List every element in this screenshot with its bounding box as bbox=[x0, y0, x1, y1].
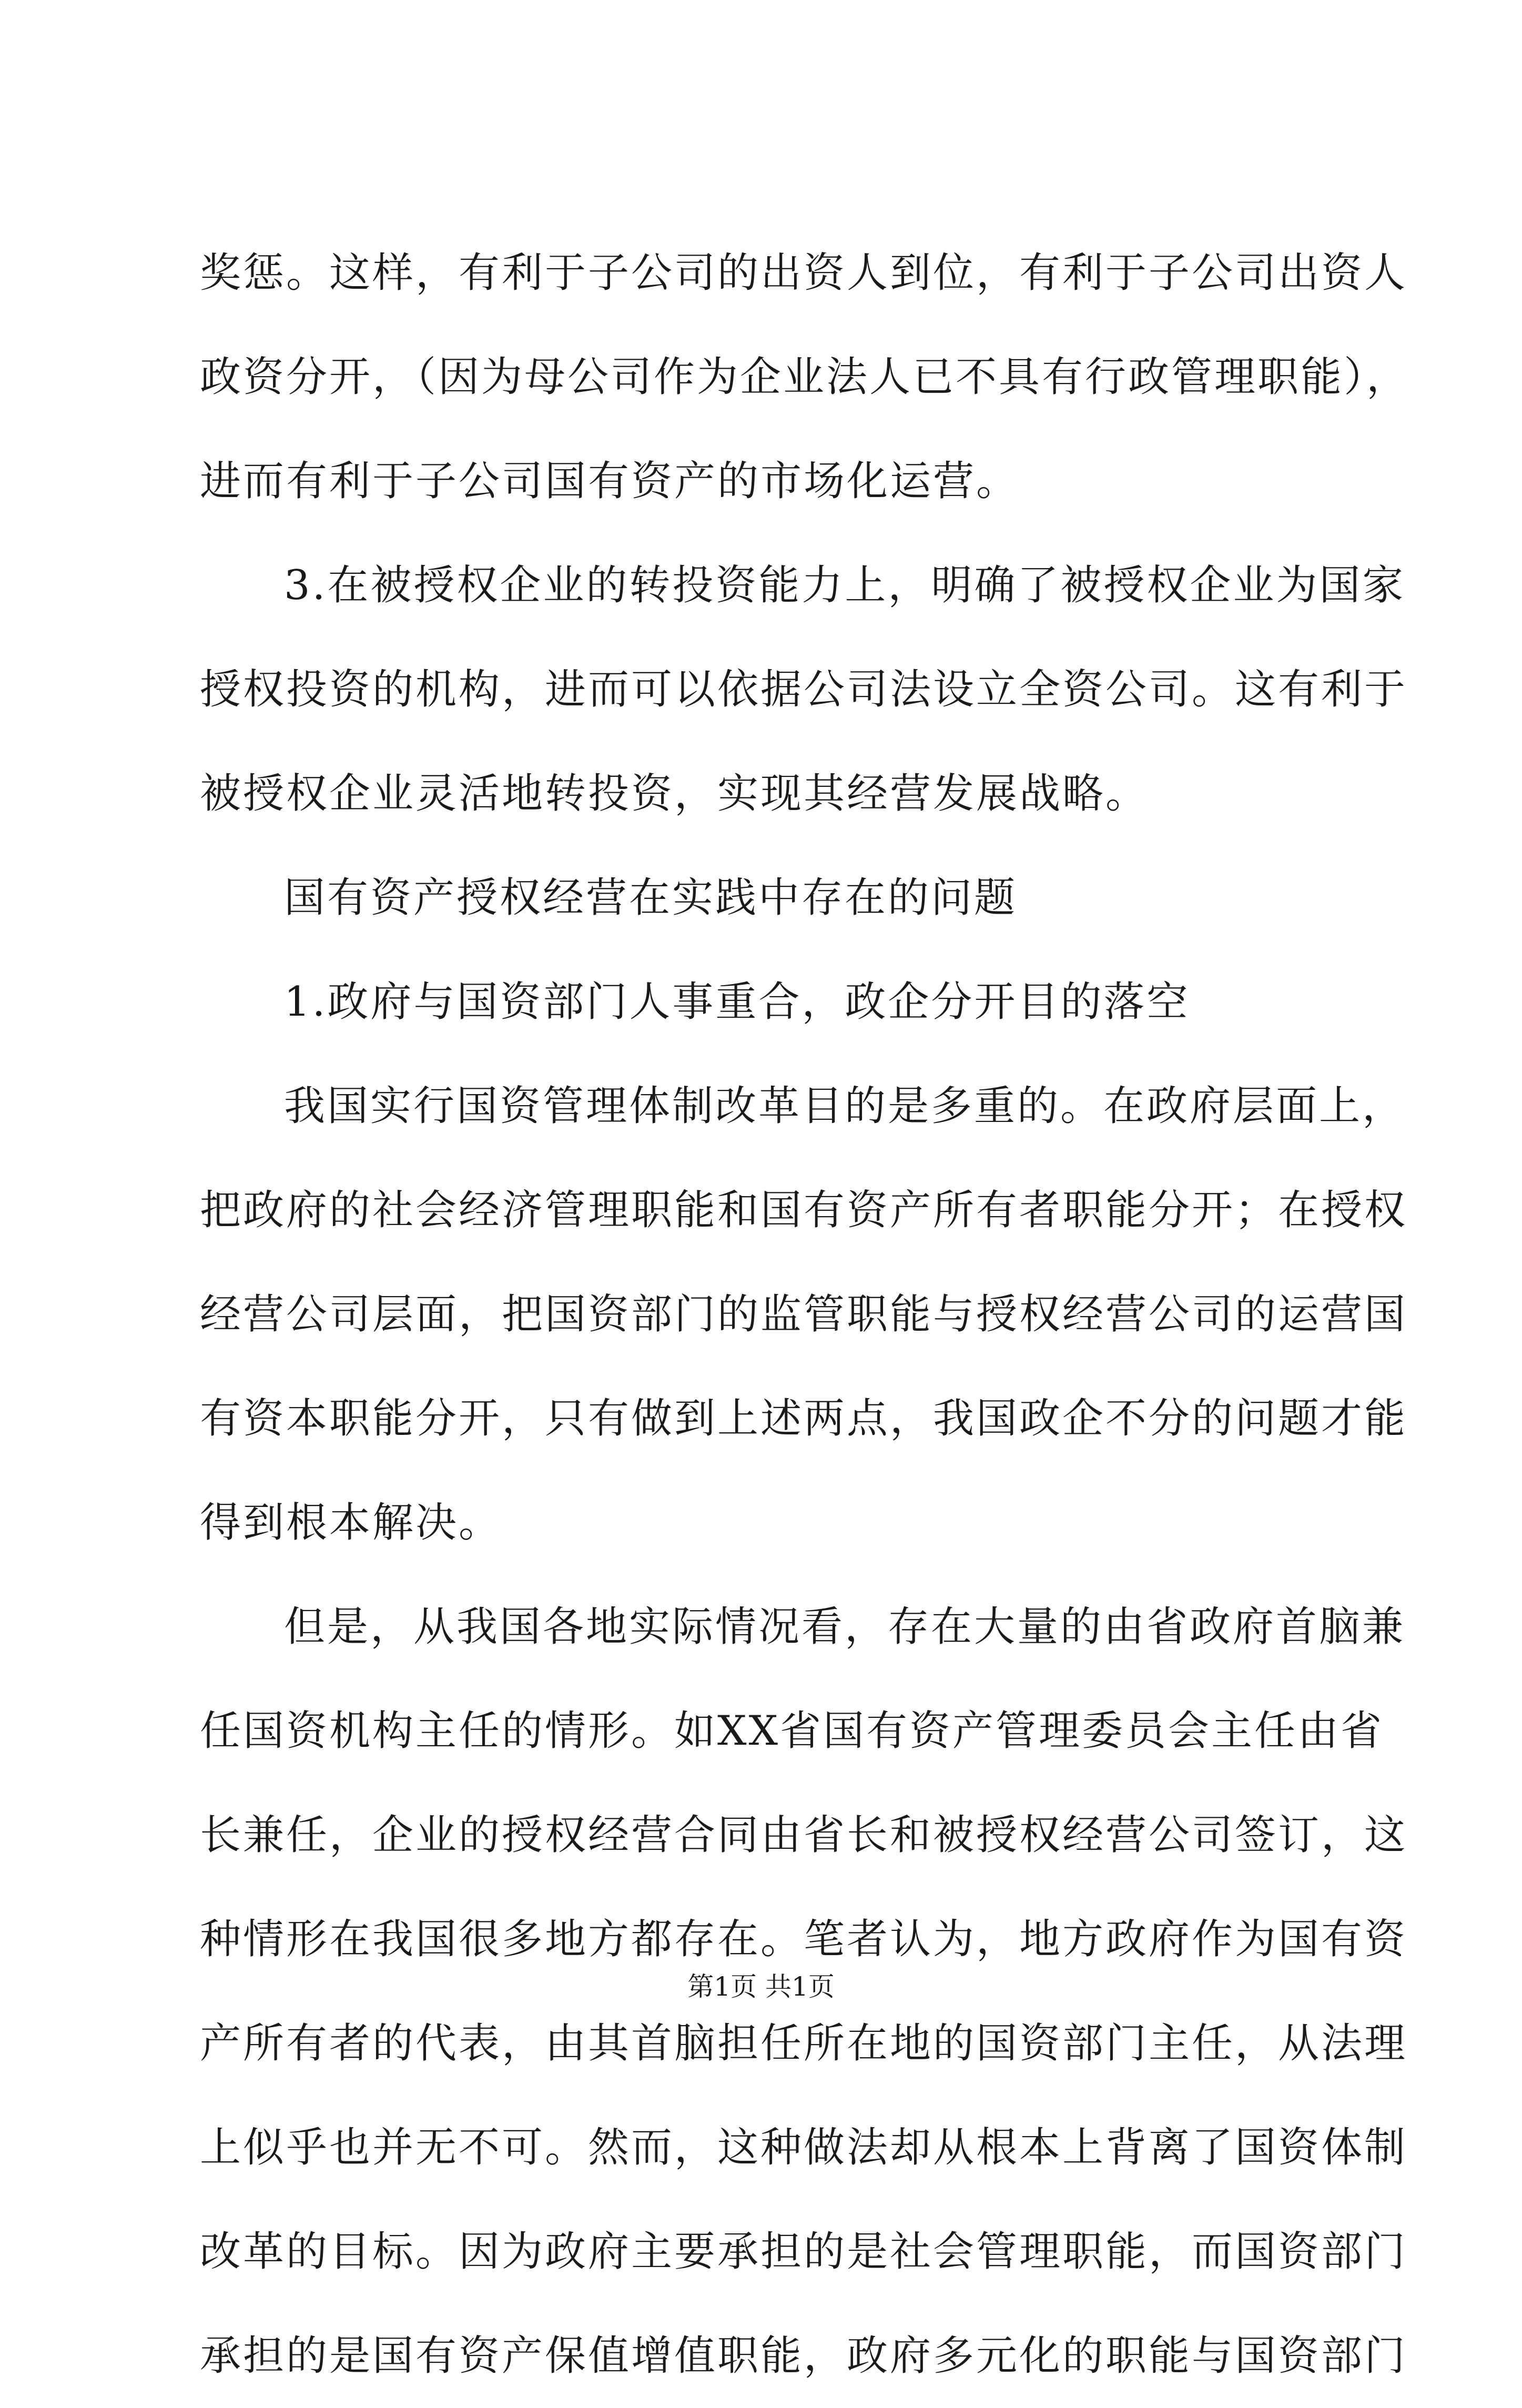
text-line: 把政府的社会经济管理职能和国有资产所有者职能分开；在授权 bbox=[200, 1187, 1408, 1234]
body-text bbox=[200, 221, 1410, 2408]
text-line: 有资本职能分开，只有做到上述两点，我国政企不分的问题才能 bbox=[200, 1395, 1408, 1442]
text-line: 改革的目标。因为政府主要承担的是社会管理职能，而国资部门 bbox=[200, 2228, 1408, 2275]
text-line: 得到根本解决。 bbox=[200, 1499, 502, 1546]
text-line: 产所有者的代表，由其首脑担任所在地的国资部门主任，从法理 bbox=[200, 2020, 1408, 2067]
text-line: 任国资机构主任的情形。如XX省国有资产管理委员会主任由省 bbox=[200, 1707, 1384, 1755]
text-line: 上似乎也并无不可。然而，这种做法却从根本上背离了国资体制 bbox=[200, 2124, 1408, 2171]
text-line: 政资分开，（因为母公司作为企业法人已不具有行政管理职能）， bbox=[200, 353, 1410, 401]
text-line: 进而有利于子公司国有资产的市场化运营。 bbox=[200, 458, 1020, 505]
text-line: 被授权企业灵活地转投资，实现其经营发展战略。 bbox=[200, 770, 1149, 817]
text-line: 我国实行国资管理体制改革目的是多重的。在政府层面上， bbox=[284, 1082, 1406, 1130]
text-line: 但是，从我国各地实际情况看，存在大量的由省政府首脑兼 bbox=[284, 1603, 1406, 1651]
text-line: 承担的是国有资产保值增值职能，政府多元化的职能与国资部门 bbox=[200, 2332, 1408, 2380]
text-line: 经营公司层面，把国资部门的监管职能与授权经营公司的运营国 bbox=[200, 1291, 1408, 1338]
text-line: 长兼任，企业的授权经营合同由省长和被授权经营公司签订，这 bbox=[200, 1812, 1408, 1859]
subsection-heading: 1.政府与国资部门人事重合，政企分开目的落空 bbox=[284, 978, 1190, 1026]
text-line: 种情形在我国很多地方都存在。笔者认为，地方政府作为国有资 bbox=[200, 1916, 1408, 1963]
section-heading: 国有资产授权经营在实践中存在的问题 bbox=[284, 874, 1018, 922]
page-footer: 第1页 共1页 bbox=[687, 1971, 835, 2002]
text-line: 授权投资的机构，进而可以依据公司法设立全资公司。这有利于 bbox=[200, 666, 1408, 713]
text-line: 3.在被授权企业的转投资能力上，明确了被授权企业为国家 bbox=[284, 562, 1406, 609]
text-line: 奖惩。这样，有利于子公司的出资人到位，有利于子公司出资人 bbox=[200, 249, 1408, 297]
